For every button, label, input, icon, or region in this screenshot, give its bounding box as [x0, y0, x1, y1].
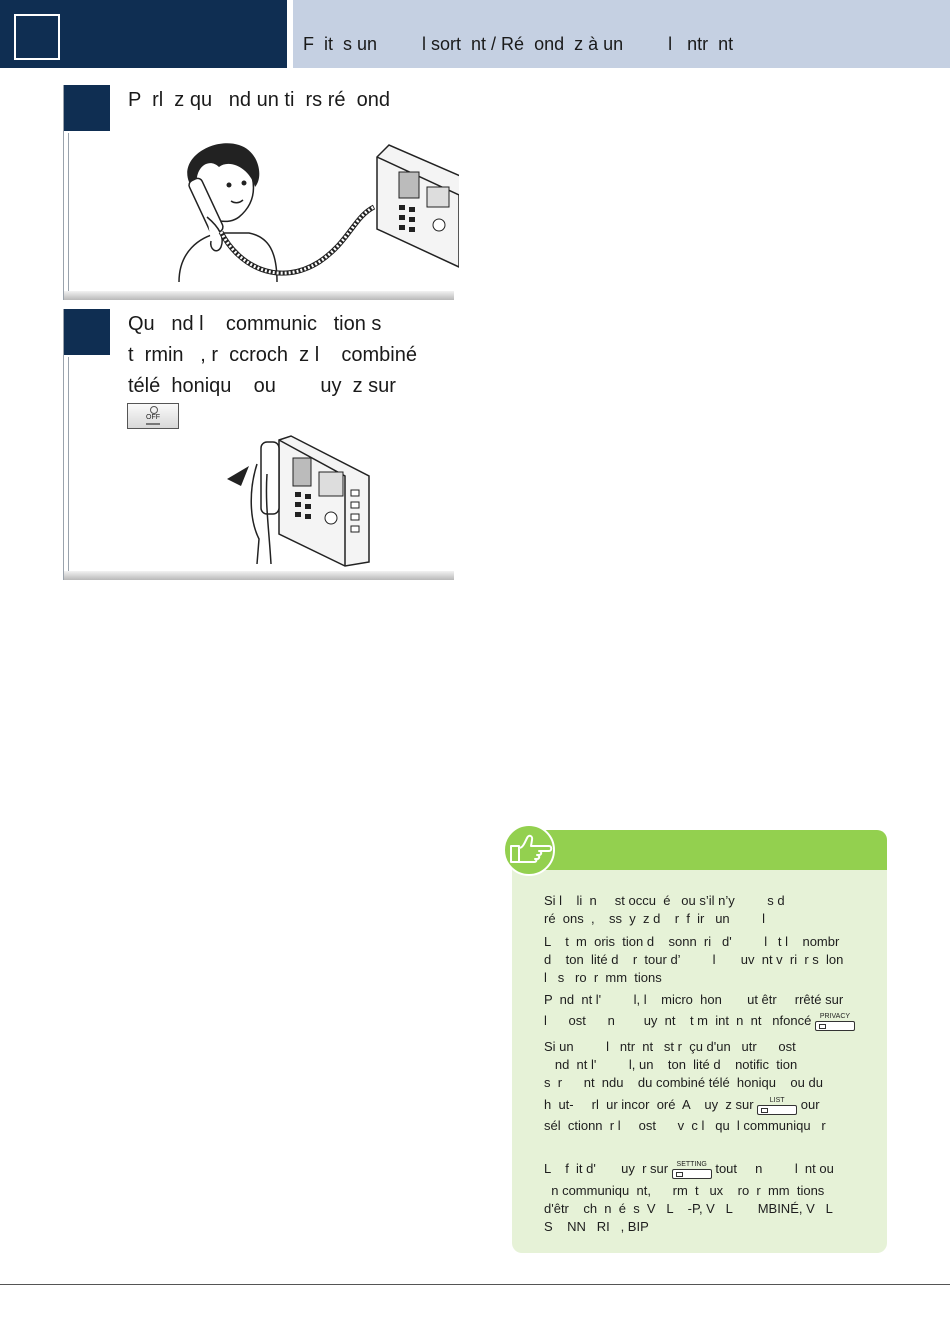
off-button-label: OFF [146, 414, 160, 421]
illustration-hanging-up-handset [219, 434, 439, 569]
tip-paragraph-3b: l ost n uy nt t m int n nt nfoncé PRIVACY [544, 1012, 855, 1031]
step-2 [63, 309, 454, 580]
section-title: F it s un l sort nt / Ré ond z à un l ntr nt [303, 34, 734, 54]
tip-paragraph-5a: h ut- rl ur incor oré A uy z sur LIST our [544, 1096, 820, 1115]
step-2-line-2: t rmin , r ccroch z l combiné [128, 344, 417, 366]
tip-header [512, 830, 887, 870]
header-left-band [0, 0, 287, 68]
tip-paragraph-6c: n communiqu nt, rm t ux ro r mm tions d'êtr ch n é s V L -P, V L MBINÉ, V L S NN RI , BIP [544, 1183, 833, 1234]
pointing-hand-icon [497, 824, 563, 876]
step-number-box [64, 85, 110, 131]
step-divider [64, 291, 454, 300]
footer-rule [0, 1284, 950, 1285]
step-divider [64, 571, 454, 580]
step-2-line-3: télé honiqu ou uy z sur [128, 375, 396, 397]
indicator-led-icon [150, 406, 158, 414]
step-1 [63, 85, 454, 300]
tip-paragraph-6a: L f it d' uy r sur SETTING tout n l nt ou [544, 1160, 834, 1179]
privacy-button-icon: PRIVACY [815, 1013, 855, 1031]
chapter-box [14, 14, 60, 60]
setting-button-icon: SETTING [672, 1161, 712, 1179]
illustration-person-answering-handset [159, 137, 459, 287]
step-2-line-1: Qu nd l communic tion s [128, 313, 382, 335]
tip-paragraph-2: L t m oris tion d sonn ri d' l t l nombr d ton lité d r tour d’ l uv nt v ri r s lon l s ro r mm tions [544, 934, 844, 985]
off-button [127, 403, 179, 429]
list-button-icon: LIST [757, 1097, 797, 1115]
step-number-box [64, 309, 110, 355]
tip-paragraph-1: Si l li n st occu é ou s’il n’y s d ré ons , ss y z d r f ir un l [544, 893, 785, 926]
tip-paragraph-5c: sél ctionn r l ost v c l qu l communiqu r [544, 1118, 826, 1133]
tip-paragraph-4: Si un l ntr nt st r çu d'un utr ost nd nt l' l, un ton lité d notific tion s r nt ndu du combiné télé honiqu ou du [544, 1039, 823, 1090]
step-1-text: P rl z qu nd un ti rs ré ond [128, 89, 390, 111]
tip-paragraph-3a: P nd nt l' l, l micro hon ut êtr rrêté sur [544, 992, 844, 1007]
